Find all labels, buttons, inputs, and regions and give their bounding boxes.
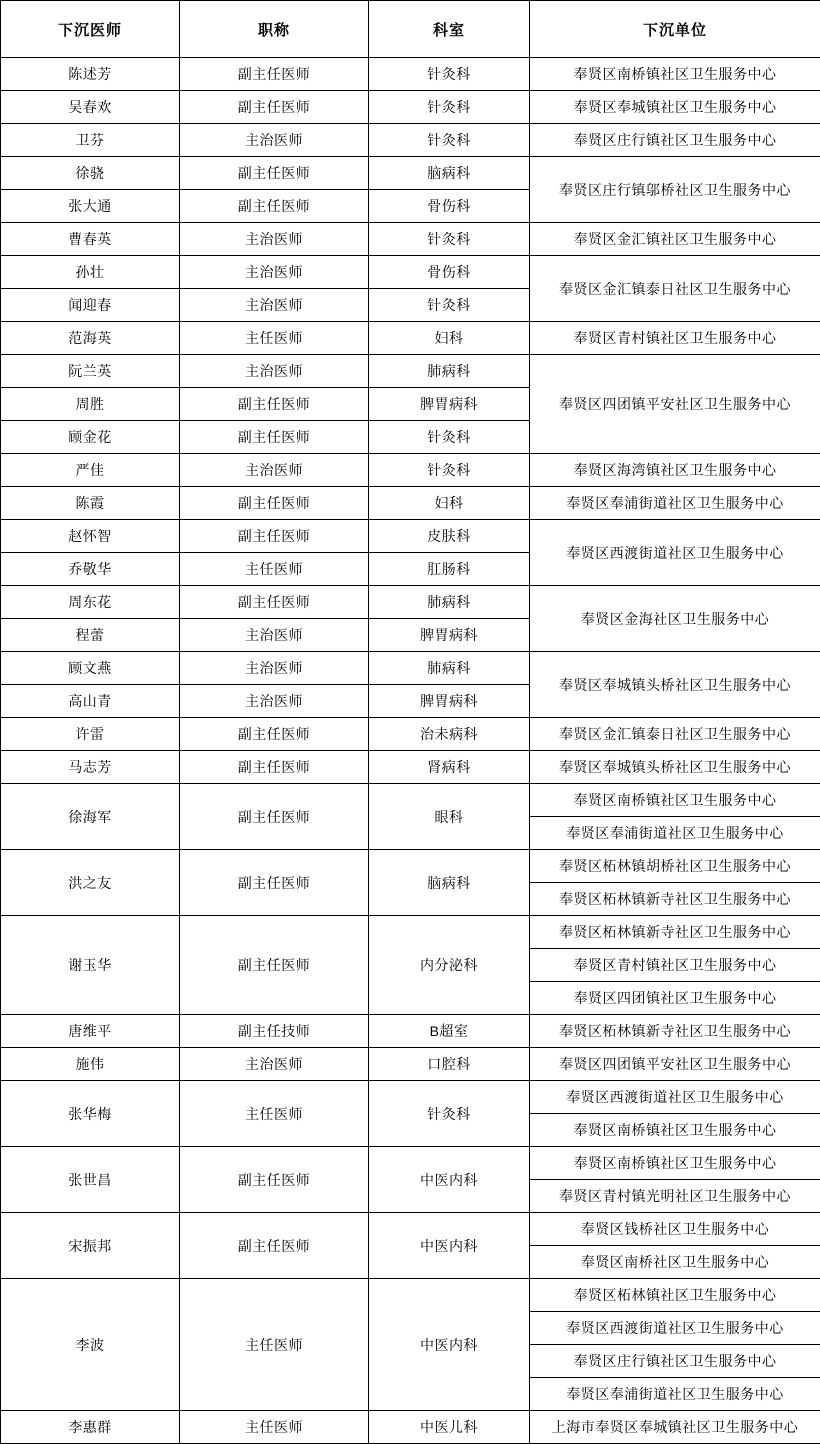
doctor-name-cell: 徐海军: [1, 784, 180, 850]
doctor-name-cell: 严佳: [1, 454, 180, 487]
doctor-name-cell: 洪之友: [1, 850, 180, 916]
department-cell: 脑病科: [369, 157, 530, 190]
title-cell: 副主任医师: [180, 718, 369, 751]
title-cell: 副主任医师: [180, 487, 369, 520]
unit-cell: 奉贤区奉浦街道社区卫生服务中心: [530, 817, 820, 850]
title-cell: 副主任医师: [180, 784, 369, 850]
table-row: [1, 322, 820, 355]
department-cell: 中医内科: [369, 1147, 530, 1213]
title-cell: 主治医师: [180, 1048, 369, 1081]
department-cell: 肾病科: [369, 751, 530, 784]
table-row: [1, 718, 820, 751]
title-cell: 副主任医师: [180, 751, 369, 784]
department-cell: 副主任医师: [180, 190, 369, 223]
title-cell: 周胜: [1, 388, 180, 421]
department-cell: 副主任医师: [180, 421, 369, 454]
table-row: [1, 850, 820, 883]
table-row: [1, 355, 820, 388]
title-cell: 主任医师: [180, 1081, 369, 1147]
table-row: [1, 223, 820, 256]
department-cell: 主治医师: [180, 685, 369, 718]
department-cell: 妇科: [369, 487, 530, 520]
doctor-name-cell: 赵怀智: [1, 520, 180, 553]
title-cell: 闻迎春: [1, 289, 180, 322]
doctor-name-cell: 施伟: [1, 1048, 180, 1081]
unit-cell: 奉贤区南桥镇社区卫生服务中心: [530, 58, 820, 91]
unit-cell: 肛肠科: [369, 553, 530, 586]
unit-cell: 脾胃病科: [369, 388, 530, 421]
title-cell: 副主任医师: [180, 520, 369, 553]
doctor-name-cell: 李惠群: [1, 1411, 180, 1444]
department-cell: 主治医师: [180, 289, 369, 322]
title-cell: 副主任医师: [180, 916, 369, 1015]
unit-cell: 奉贤区青村镇光明社区卫生服务中心: [530, 1180, 820, 1213]
doctor-name-cell: 陈霞: [1, 487, 180, 520]
table-row: [1, 751, 820, 784]
unit-cell: 奉贤区庄行镇社区卫生服务中心: [530, 124, 820, 157]
doctor-name-cell: 周东花: [1, 586, 180, 619]
unit-cell: 奉贤区奉城镇社区卫生服务中心: [530, 91, 820, 124]
department-cell: 针灸科: [369, 91, 530, 124]
column-header-title: 职称: [180, 1, 369, 58]
doctor-name-cell: 许雷: [1, 718, 180, 751]
title-cell: 副主任医师: [180, 586, 369, 619]
department-cell: 骨伤科: [369, 256, 530, 289]
title-cell: 乔敬华: [1, 553, 180, 586]
unit-cell: 奉贤区西渡街道社区卫生服务中心: [530, 520, 820, 586]
doctor-name-cell: 陈述芳: [1, 58, 180, 91]
unit-cell: 脾胃病科: [369, 619, 530, 652]
unit-cell: 奉贤区南桥镇社区卫生服务中心: [530, 784, 820, 817]
unit-cell: 奉贤区奉浦街道社区卫生服务中心: [530, 487, 820, 520]
title-cell: 张大通: [1, 190, 180, 223]
title-cell: 主治医师: [180, 223, 369, 256]
title-cell: 副主任医师: [180, 91, 369, 124]
doctor-name-cell: 张华梅: [1, 1081, 180, 1147]
title-cell: 副主任医师: [180, 157, 369, 190]
department-cell: 皮肤科: [369, 520, 530, 553]
unit-cell: 奉贤区奉城镇头桥社区卫生服务中心: [530, 751, 820, 784]
doctor-name-cell: 顾文燕: [1, 652, 180, 685]
doctor-name-cell: 范海英: [1, 322, 180, 355]
doctor-name-cell: 李波: [1, 1279, 180, 1411]
table-row: [1, 1081, 820, 1114]
unit-cell: 奉贤区南桥镇社区卫生服务中心: [530, 1114, 820, 1147]
title-cell: 主治医师: [180, 355, 369, 388]
table-row: [1, 784, 820, 817]
title-cell: 副主任医师: [180, 850, 369, 916]
department-cell: 针灸科: [369, 1081, 530, 1147]
unit-cell: 上海市奉贤区奉城镇社区卫生服务中心: [530, 1411, 820, 1444]
unit-cell: 奉贤区柘林镇新寺社区卫生服务中心: [530, 1015, 820, 1048]
department-cell: 中医内科: [369, 1213, 530, 1279]
title-cell: 副主任医师: [180, 1147, 369, 1213]
unit-cell: 针灸科: [369, 421, 530, 454]
unit-cell: 脾胃病科: [369, 685, 530, 718]
unit-cell: 奉贤区金汇镇泰日社区卫生服务中心: [530, 718, 820, 751]
department-cell: 治未病科: [369, 718, 530, 751]
table-row: [1, 58, 820, 91]
title-cell: 主任医师: [180, 322, 369, 355]
department-cell: 针灸科: [369, 58, 530, 91]
department-cell: 妇科: [369, 322, 530, 355]
unit-cell: 奉贤区四团镇平安社区卫生服务中心: [530, 355, 820, 454]
table-row: [1, 916, 820, 949]
header-row: [1, 1, 820, 58]
column-header-unit: 下沉单位: [530, 1, 820, 58]
doctor-name-cell: 马志芳: [1, 751, 180, 784]
table-row: [1, 454, 820, 487]
doctor-name-cell: 吴春欢: [1, 91, 180, 124]
doctor-name-cell: 孙壮: [1, 256, 180, 289]
table-row: [1, 256, 820, 289]
department-cell: 主治医师: [180, 619, 369, 652]
doctor-name-cell: 阮兰英: [1, 355, 180, 388]
doctor-name-cell: 张世昌: [1, 1147, 180, 1213]
department-cell: 肺病科: [369, 355, 530, 388]
table-body: [1, 58, 820, 1444]
title-cell: 主治医师: [180, 652, 369, 685]
unit-cell: 奉贤区金海社区卫生服务中心: [530, 586, 820, 652]
doctor-name-cell: 唐维平: [1, 1015, 180, 1048]
department-cell: 眼科: [369, 784, 530, 850]
table-row: [1, 520, 820, 553]
doctor-name-cell: 徐骁: [1, 157, 180, 190]
unit-cell: 奉贤区西渡街道社区卫生服务中心: [530, 1312, 820, 1345]
title-cell: 程蕾: [1, 619, 180, 652]
department-cell: B超室: [369, 1015, 530, 1048]
table-row: [1, 586, 820, 619]
table-row: [1, 1411, 820, 1444]
department-cell: 针灸科: [369, 454, 530, 487]
unit-cell: 奉贤区金汇镇社区卫生服务中心: [530, 223, 820, 256]
unit-cell: 奉贤区海湾镇社区卫生服务中心: [530, 454, 820, 487]
column-header-department: 科室: [369, 1, 530, 58]
unit-cell: 奉贤区奉城镇头桥社区卫生服务中心: [530, 652, 820, 718]
department-cell: 针灸科: [369, 223, 530, 256]
unit-cell: 奉贤区钱桥社区卫生服务中心: [530, 1213, 820, 1246]
unit-cell: 奉贤区南桥镇社区卫生服务中心: [530, 1147, 820, 1180]
table-row: [1, 487, 820, 520]
unit-cell: 奉贤区柘林镇社区卫生服务中心: [530, 1279, 820, 1312]
doctor-name-cell: 谢玉华: [1, 916, 180, 1015]
unit-cell: 奉贤区柘林镇新寺社区卫生服务中心: [530, 883, 820, 916]
unit-cell: 奉贤区庄行镇邬桥社区卫生服务中心: [530, 157, 820, 223]
title-cell: 副主任技师: [180, 1015, 369, 1048]
department-cell: 内分泌科: [369, 916, 530, 1015]
unit-cell: 奉贤区柘林镇新寺社区卫生服务中心: [530, 916, 820, 949]
unit-cell: 骨伤科: [369, 190, 530, 223]
title-cell: 副主任医师: [180, 58, 369, 91]
title-cell: 高山青: [1, 685, 180, 718]
department-cell: 中医儿科: [369, 1411, 530, 1444]
department-cell: 主任医师: [180, 553, 369, 586]
table-row: [1, 124, 820, 157]
department-cell: 中医内科: [369, 1279, 530, 1411]
table-row: [1, 91, 820, 124]
unit-cell: 奉贤区南桥社区卫生服务中心: [530, 1246, 820, 1279]
title-cell: 主治医师: [180, 256, 369, 289]
unit-cell: 奉贤区四团镇平安社区卫生服务中心: [530, 1048, 820, 1081]
unit-cell: 奉贤区青村镇社区卫生服务中心: [530, 322, 820, 355]
title-cell: 主治医师: [180, 124, 369, 157]
table-row: [1, 1015, 820, 1048]
doctor-name-cell: 卫芬: [1, 124, 180, 157]
doctor-name-cell: 曹春英: [1, 223, 180, 256]
table-row: [1, 1147, 820, 1180]
table-header: [1, 1, 820, 58]
table-row: [1, 157, 820, 190]
unit-cell: 奉贤区奉浦街道社区卫生服务中心: [530, 1378, 820, 1411]
title-cell: 主任医师: [180, 1279, 369, 1411]
unit-cell: 奉贤区青村镇社区卫生服务中心: [530, 949, 820, 982]
unit-cell: 针灸科: [369, 289, 530, 322]
department-cell: 口腔科: [369, 1048, 530, 1081]
department-cell: 脑病科: [369, 850, 530, 916]
table-row: [1, 1213, 820, 1246]
title-cell: 副主任医师: [180, 1213, 369, 1279]
unit-cell: 奉贤区金汇镇泰日社区卫生服务中心: [530, 256, 820, 322]
title-cell: 主治医师: [180, 454, 369, 487]
table-row: [1, 652, 820, 685]
doctor-name-cell: 宋振邦: [1, 1213, 180, 1279]
unit-cell: 奉贤区庄行镇社区卫生服务中心: [530, 1345, 820, 1378]
department-cell: 肺病科: [369, 586, 530, 619]
title-cell: 顾金花: [1, 421, 180, 454]
unit-cell: 奉贤区西渡街道社区卫生服务中心: [530, 1081, 820, 1114]
table-row: [1, 1048, 820, 1081]
department-cell: 针灸科: [369, 124, 530, 157]
department-cell: 副主任医师: [180, 388, 369, 421]
table-row: [1, 1279, 820, 1312]
department-cell: 肺病科: [369, 652, 530, 685]
unit-cell: 奉贤区四团镇社区卫生服务中心: [530, 982, 820, 1015]
title-cell: 主任医师: [180, 1411, 369, 1444]
unit-cell: 奉贤区柘林镇胡桥社区卫生服务中心: [530, 850, 820, 883]
column-header-doctor: 下沉医师: [1, 1, 180, 58]
